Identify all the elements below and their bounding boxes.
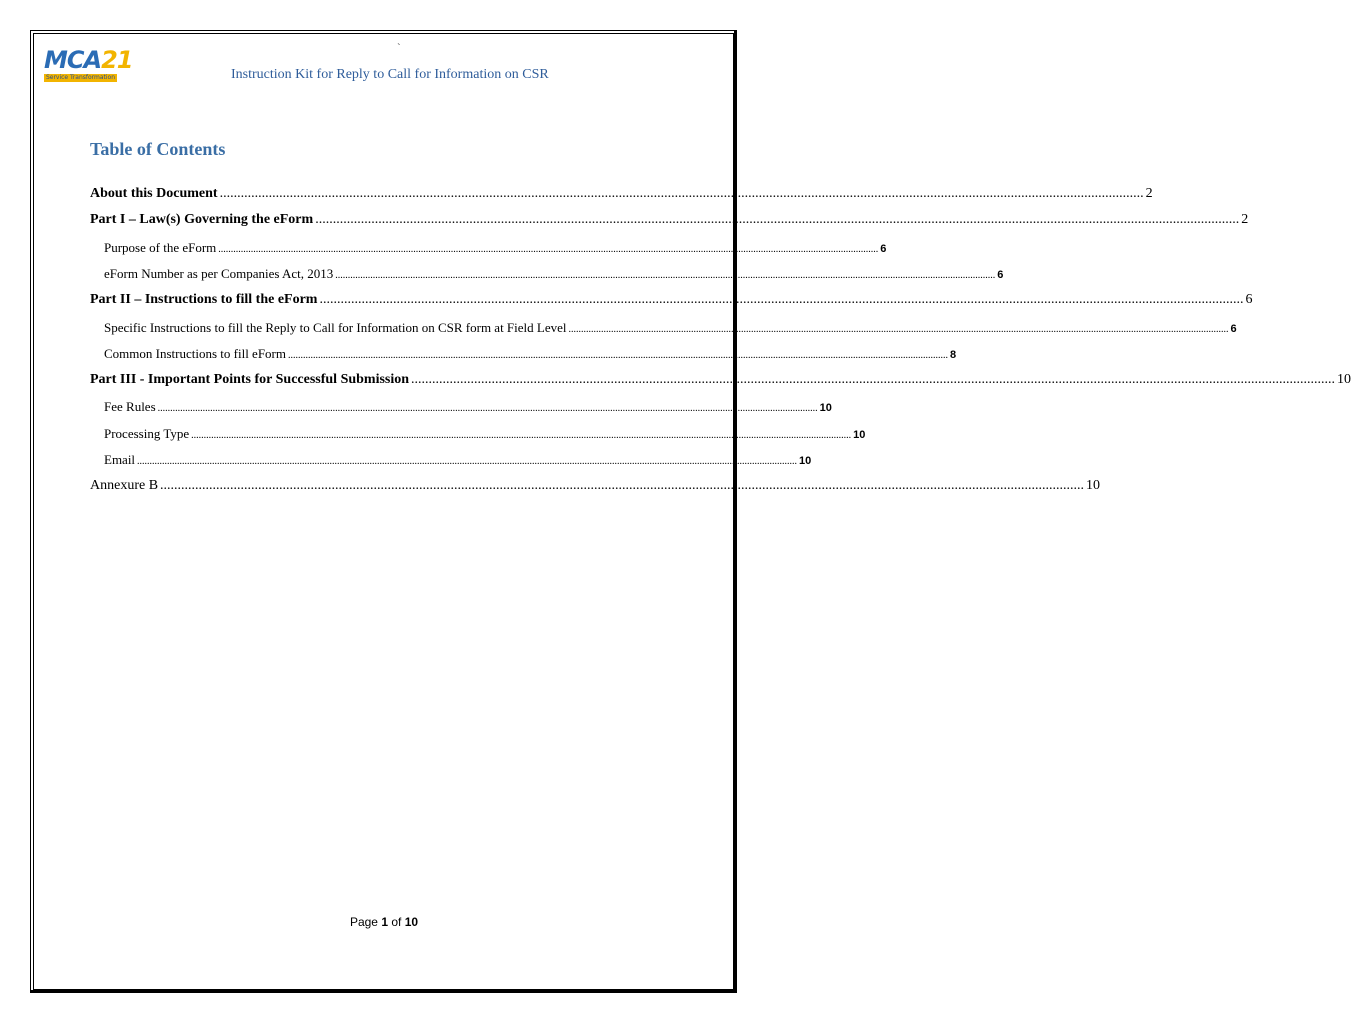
toc-page-number: 10	[853, 429, 866, 441]
toc-page-number: 2	[1241, 212, 1249, 227]
toc-entry-label: Specific Instructions to fill the Reply to Call for Information on CSR form at Field Level	[104, 320, 567, 335]
toc-entry-label: Common Instructions to fill eForm	[104, 346, 286, 361]
header-title: Instruction Kit for Reply to Call for Information on CSR	[231, 67, 549, 82]
page-border-bottom	[30, 990, 737, 993]
toc-page-number: 8	[950, 349, 957, 361]
toc-leader-dots: ........................................................................................................................................................................................................................................................................	[219, 186, 1144, 201]
toc-entry-annexure-b[interactable]	[90, 478, 1101, 504]
toc-entry-common-instructions[interactable]	[104, 346, 957, 372]
toc-page-number: 6	[997, 269, 1004, 281]
toc-leader-dots: ........................................................................................................................................................................................................................................................................	[411, 372, 1336, 387]
toc-entry-label: Email	[104, 452, 136, 467]
toc-entry-specific-instructions[interactable]	[104, 320, 1237, 346]
toc-leader-dots: ........................................................................................................................................................................................................................................................................	[315, 212, 1240, 227]
toc-leader-dots: ........................................................................................................................................................................................................................................................................	[157, 403, 818, 414]
mca21-logo	[44, 46, 133, 83]
toc-entry-part-3[interactable]	[90, 372, 1351, 398]
toc-leader-dots: ........................................................................................................................................................................................................................................................................	[319, 292, 1244, 307]
toc-leader-dots: ........................................................................................................................................................................................................................................................................	[288, 350, 948, 361]
page-footer	[0, 915, 768, 929]
toc-entry-processing-type[interactable]	[104, 426, 866, 452]
toc-leader-dots: ........................................................................................................................................................................................................................................................................	[160, 478, 1085, 493]
toc-entry-label: Part II – Instructions to fill the eForm	[90, 292, 318, 307]
toc-entry-label: Annexure B	[90, 478, 159, 493]
toc-entry-label: eForm Number as per Companies Act, 2013	[104, 266, 334, 281]
toc-leader-dots: ........................................................................................................................................................................................................................................................................	[335, 270, 996, 281]
toc-leader-dots: ........................................................................................................................................................................................................................................................................	[218, 244, 879, 255]
toc-leader-dots: ........................................................................................................................................................................................................................................................................	[568, 324, 1229, 335]
toc-entry-label: Part III - Important Points for Successful Submission	[90, 372, 410, 387]
page-border-inner	[33, 33, 734, 990]
toc-leader-dots: ........................................................................................................................................................................................................................................................................	[191, 430, 852, 441]
toc-entry-label: About this Document	[90, 186, 218, 201]
toc-entry-part-1[interactable]	[90, 212, 1249, 238]
toc-entry-eform-number[interactable]	[104, 266, 1004, 292]
toc-page-number: 6	[1230, 323, 1237, 335]
footer-page-word: Page	[349, 915, 378, 929]
toc-entry-label: Fee Rules	[104, 399, 156, 414]
footer-of-word: of	[391, 915, 402, 929]
toc-page-number: 10	[799, 455, 812, 467]
toc-entry-fee-rules[interactable]	[104, 399, 832, 425]
toc-page-number: 10	[1086, 478, 1101, 493]
toc-entry-label: Purpose of the eForm	[104, 240, 217, 255]
logo-tagline: Service Transformation	[45, 74, 116, 81]
toc-leader-dots: ........................................................................................................................................................................................................................................................................	[137, 456, 798, 467]
toc-page-number: 10	[1337, 372, 1351, 387]
toc-page-number: 6	[880, 243, 887, 255]
toc-entry-email[interactable]	[104, 452, 812, 478]
toc-entry-label: Part I – Law(s) Governing the eForm	[90, 212, 314, 227]
logo-wordmark: MCA21	[44, 46, 133, 74]
toc-entry-part-2[interactable]	[90, 292, 1253, 318]
page-border-right	[734, 30, 737, 993]
toc-page-number: 10	[819, 402, 832, 414]
toc-entry-purpose-eform[interactable]	[104, 240, 887, 266]
toc-page-number: 6	[1245, 292, 1253, 307]
toc-page-number: 2	[1145, 186, 1153, 201]
toc-entry-label: Processing Type	[104, 426, 190, 441]
header-tick-mark: `	[397, 42, 401, 54]
footer-current-page: 1	[381, 915, 388, 929]
footer-total-pages: 10	[404, 915, 419, 929]
toc-heading: Table of Contents	[90, 139, 226, 159]
toc-entry-about-document[interactable]	[90, 186, 1153, 212]
